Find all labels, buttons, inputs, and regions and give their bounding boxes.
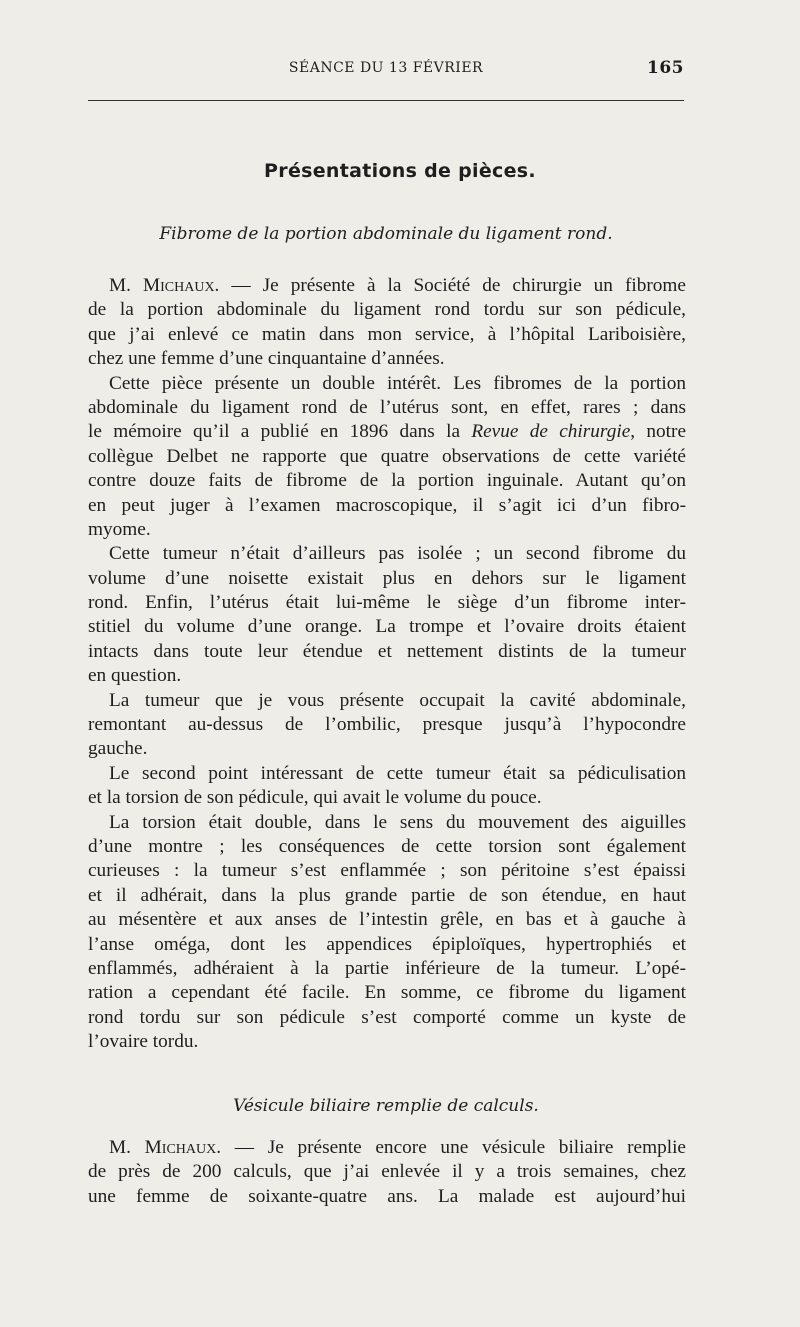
- text-line: d’une montre ; les conséquences de cette torsion sont également: [88, 835, 686, 857]
- text-line: ration a cependant été facile. En somme, ce fibrome du ligament: [88, 982, 686, 1004]
- text-line: stitiel du volume d’une orange. La trompe et l’ovaire droits étaient: [88, 616, 686, 638]
- text-line: remontant au-dessus de l’ombilic, presque jusqu’à l’hypocondre: [88, 714, 686, 736]
- author-name: M. Michaux.: [109, 275, 220, 296]
- text-line: abdominale du ligament rond de l’utérus sont, en effet, rares ; dans: [88, 396, 686, 418]
- page-number: 165: [647, 58, 684, 78]
- text-line: en question.: [88, 665, 182, 687]
- text-line: Cette tumeur n’était d’ailleurs pas isolée ; un second fibrome du: [109, 543, 686, 565]
- running-head-title: SÉANCE DU 13 FÉVRIER: [288, 60, 484, 76]
- text-line: en peut juger à l’examen macroscopique, il s’agit ici d’un fibro-: [88, 494, 686, 516]
- section-heading: Présentations de pièces.: [264, 160, 536, 182]
- text-line: La torsion était double, dans le sens du mouvement des aiguilles: [109, 811, 686, 833]
- text-line: gauche.: [88, 738, 148, 760]
- text-line: le mémoire qu’il a publié en 1896 dans la Revue de chirurgie, notre: [88, 421, 686, 443]
- text-line: intacts dans toute leur étendue et nettement distints de la tumeur: [88, 640, 686, 662]
- text-line: de la portion abdominale du ligament rond tordu sur son pédicule,: [88, 299, 686, 321]
- text-line: une femme de soixante-quatre ans. La malade est aujourd’hui: [88, 1185, 686, 1207]
- text-line: enflammés, adhéraient à la partie inférieure de la tumeur. L’opé-: [88, 957, 686, 979]
- article-2-title: Vésicule biliaire remplie de calculs.: [233, 1096, 539, 1116]
- text-line: M. Michaux. — Je présente à la Société de chirurgie un fibrome: [109, 275, 686, 296]
- article-1-title: Fibrome de la portion abdominale du ligament rond.: [159, 224, 613, 244]
- journal-title: Revue de chirurgie: [471, 421, 631, 443]
- text-line: et il adhérait, dans la plus grande partie de son étendue, en haut: [88, 884, 686, 906]
- text-line: collègue Delbet ne rapporte que quatre observations de cette variété: [88, 445, 686, 467]
- text-line: volume d’une noisette existait plus en dehors sur le ligament: [88, 567, 686, 589]
- text-line: au mésentère et aux anses de l’intestin grêle, en bas et à gauche à: [88, 909, 686, 931]
- text-line: contre douze faits de fibrome de la portion inguinale. Autant qu’on: [88, 470, 686, 492]
- text-line: curieuses : la tumeur s’est enflammée ; son péritoine s’est épaissi: [88, 860, 686, 882]
- text-line: M. Michaux. — Je présente encore une vésicule biliaire remplie: [109, 1137, 686, 1158]
- article-2-body: [88, 1136, 686, 1209]
- text-line: Le second point intéressant de cette tumeur était sa pédiculisation: [109, 762, 686, 784]
- text-line: La tumeur que je vous présente occupait la cavité abdominale,: [109, 689, 686, 711]
- text-line: l’ovaire tordu.: [88, 1031, 199, 1053]
- text-line: l’anse oméga, dont les appendices épiploïques, hypertrophiés et: [88, 933, 686, 955]
- text-line: myome.: [88, 518, 151, 540]
- article-1-body: [88, 274, 686, 1055]
- text-line: de près de 200 calculs, que j’ai enlevée il y a trois semaines, chez: [88, 1161, 686, 1183]
- text-line: Cette pièce présente un double intérêt. Les fibromes de la portion: [109, 372, 686, 394]
- text-line: que j’ai enlevé ce matin dans mon service, à l’hôpital Lariboisière,: [88, 323, 686, 345]
- text-line: chez une femme d’une cinquantaine d’années.: [88, 348, 445, 370]
- text-line: rond. Enfin, l’utérus était lui-même le siège d’un fibrome inter-: [88, 592, 686, 614]
- author-name: M. Michaux.: [109, 1137, 222, 1158]
- header-rule: [88, 100, 684, 101]
- text-line: rond tordu sur son pédicule s’est comporté comme un kyste de: [88, 1006, 686, 1028]
- text-line: et la torsion de son pédicule, qui avait le volume du pouce.: [88, 787, 542, 809]
